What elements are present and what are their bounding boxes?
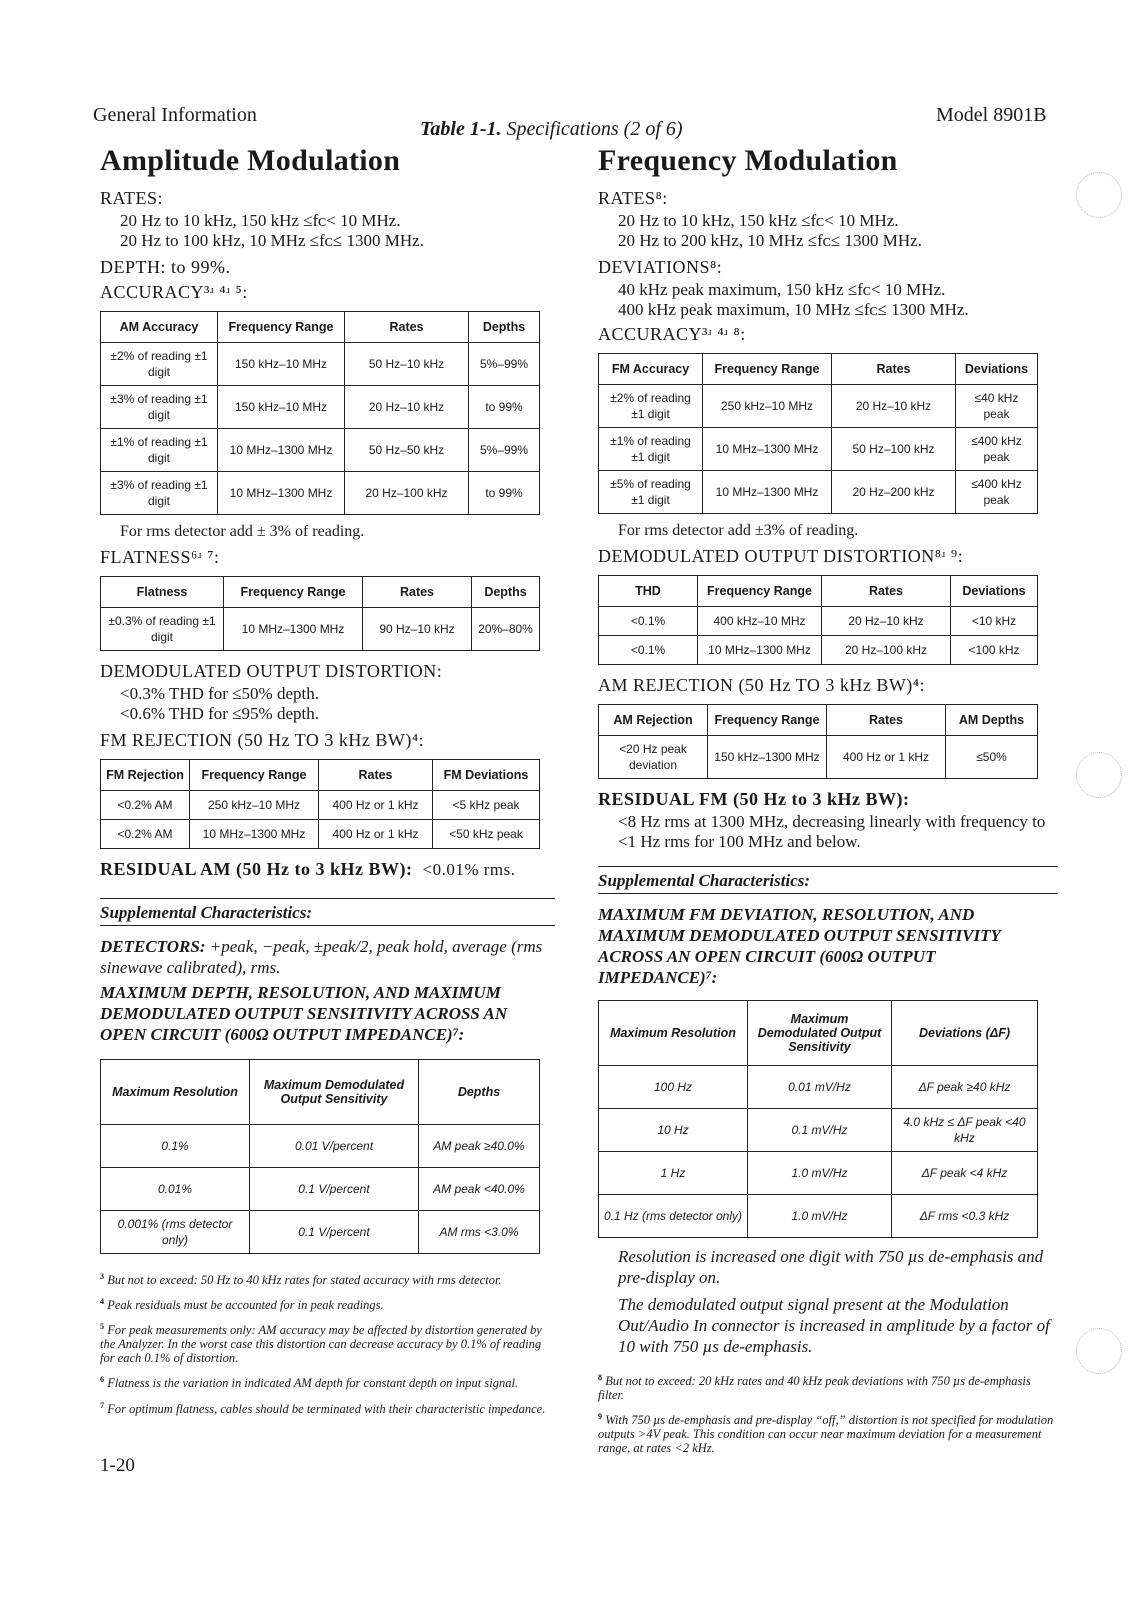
- am-supplemental-heading: Supplemental Characteristics:: [100, 903, 313, 922]
- fm-rejection-label: FM REJECTION (50 Hz TO 3 kHz BW)⁴:: [100, 730, 425, 750]
- table-header: Maximum Resolution: [101, 1060, 250, 1125]
- table-cell: 1.0 mV/Hz: [748, 1195, 892, 1238]
- fm-accuracy-label: ACCURACY³ʴ ⁴ʴ ⁸:: [598, 324, 746, 344]
- demod-output-note: The demodulated output signal present at the Modulation Out/Audio In connector is increased in amplitude by a factor of 10 with 750 µs de-emphasis.: [618, 1295, 1050, 1356]
- table-header: Maximum Demodulated Output Sensitivity: [250, 1060, 419, 1125]
- am-rejection-table: [598, 704, 1038, 779]
- detectors-text: +peak, −peak, ±peak/2, peak hold, average (rms sinewave calibrated), rms.: [100, 937, 543, 977]
- divider: [100, 898, 555, 899]
- resolution-note: Resolution is increased one digit with 750 µs de-emphasis and pre-display on.: [618, 1247, 1044, 1287]
- table-cell: ±1% of reading ±1 digit: [101, 429, 218, 472]
- table-cell: AM rms <3.0%: [419, 1211, 540, 1254]
- table-header: Flatness: [101, 577, 224, 608]
- table-cell: 400 Hz or 1 kHz: [319, 791, 433, 820]
- table-header: Frequency Range: [190, 760, 319, 791]
- table-header: Frequency Range: [708, 705, 827, 736]
- footnote-text: But not to exceed: 50 Hz to 40 kHz rates for stated accuracy with rms detector.: [107, 1273, 502, 1288]
- table-cell: 5%–99%: [469, 343, 540, 386]
- footnote-number: 7: [100, 1400, 105, 1410]
- am-flatness-label: FLATNESS⁶ʴ ⁷:: [100, 547, 220, 567]
- table-cell: ±2% of reading ±1 digit: [599, 385, 703, 428]
- table-row: [599, 1109, 1038, 1152]
- table-caption-label: Table 1-1.: [420, 118, 502, 140]
- table-cell: 150 kHz–10 MHz: [218, 343, 345, 386]
- table-header: Deviations: [956, 354, 1038, 385]
- table-cell: ΔF peak <4 kHz: [892, 1152, 1038, 1195]
- table-row: [101, 791, 540, 820]
- table-cell: 150 kHz–10 MHz: [218, 386, 345, 429]
- table-cell: 10 MHz–1300 MHz: [703, 428, 832, 471]
- page-number: 1-20: [100, 1455, 135, 1476]
- footnote-text: Peak residuals must be accounted for in peak readings.: [107, 1298, 384, 1313]
- table-caption-title: Specifications (2 of 6): [501, 118, 683, 140]
- table-cell: 0.01 V/percent: [250, 1125, 419, 1168]
- table-cell: 10 MHz–1300 MHz: [224, 608, 363, 651]
- table-cell: 20 Hz–10 kHz: [345, 386, 469, 429]
- footnote-text: Flatness is the variation in indicated AM depth for constant depth on input signal.: [107, 1376, 519, 1391]
- table-cell: <0.2% AM: [101, 820, 190, 849]
- table-cell: ≤400 kHz peak: [956, 471, 1038, 514]
- table-header: Rates: [822, 576, 951, 607]
- table-cell: 50 Hz–100 kHz: [832, 428, 956, 471]
- table-header: AM Rejection: [599, 705, 708, 736]
- table-header: FM Deviations: [433, 760, 540, 791]
- table-row: [101, 429, 540, 472]
- table-header: Rates: [319, 760, 433, 791]
- table-cell: 250 kHz–10 MHz: [703, 385, 832, 428]
- left-column: [100, 144, 555, 1420]
- table-row: [101, 1125, 540, 1168]
- am-distortion-label: DEMODULATED OUTPUT DISTORTION:: [100, 661, 443, 681]
- table-cell: 0.01 mV/Hz: [748, 1066, 892, 1109]
- table-cell: 0.1 Hz (rms detector only): [599, 1195, 748, 1238]
- am-flatness-table: [100, 576, 540, 651]
- table-cell: ±0.3% of reading ±1 digit: [101, 608, 224, 651]
- table-cell: 10 MHz–1300 MHz: [218, 472, 345, 515]
- footnote: [598, 1371, 1058, 1402]
- table-cell: 1.0 mV/Hz: [748, 1152, 892, 1195]
- fm-rejection-table: [100, 759, 540, 849]
- table-row: [101, 1168, 540, 1211]
- table-cell: <20 Hz peak deviation: [599, 736, 708, 779]
- table-row: [599, 1195, 1038, 1238]
- binder-hole: [1076, 1328, 1122, 1374]
- fm-max-table: [598, 1000, 1038, 1238]
- fm-distortion-label: DEMODULATED OUTPUT DISTORTION⁸ʴ ⁹:: [598, 546, 964, 566]
- table-header: Maximum Demodulated Output Sensitivity: [748, 1001, 892, 1066]
- table-row: [101, 386, 540, 429]
- table-row: [101, 1211, 540, 1254]
- fm-footnotes: [598, 1371, 1058, 1455]
- am-rates-label: RATES:: [100, 188, 164, 208]
- am-footnotes: [100, 1270, 555, 1416]
- am-accuracy-table: [100, 311, 540, 515]
- table-cell: <0.1%: [599, 607, 698, 636]
- table-row: [101, 820, 540, 849]
- table-cell: AM peak ≥40.0%: [419, 1125, 540, 1168]
- footnote: [100, 1270, 555, 1287]
- table-cell: ±3% of reading ±1 digit: [101, 472, 218, 515]
- table-header: Maximum Resolution: [599, 1001, 748, 1066]
- table-cell: 0.001% (rms detector only): [101, 1211, 250, 1254]
- table-cell: 100 Hz: [599, 1066, 748, 1109]
- am-rms-note: For rms detector add ± 3% of reading.: [120, 523, 365, 540]
- fm-rates-label: RATES⁸:: [598, 188, 668, 208]
- table-header: Frequency Range: [218, 312, 345, 343]
- fm-title: Frequency Modulation: [598, 144, 898, 177]
- divider: [598, 893, 1058, 894]
- table-cell: 4.0 kHz ≤ ΔF peak <40 kHz: [892, 1109, 1038, 1152]
- table-cell: 20 Hz–100 kHz: [822, 636, 951, 665]
- table-header: Frequency Range: [703, 354, 832, 385]
- footnote-text: For peak measurements only: AM accuracy may be affected by distortion generated by the Analyzer. In the worst case this distortion can decrease accuracy by 0.1% of reading for each 0.1% of distortion.: [100, 1323, 542, 1366]
- table-row: [599, 736, 1038, 779]
- table-cell: 10 MHz–1300 MHz: [218, 429, 345, 472]
- table-cell: <100 kHz: [951, 636, 1038, 665]
- table-row: [101, 608, 540, 651]
- table-cell: 10 MHz–1300 MHz: [698, 636, 822, 665]
- table-row: [101, 472, 540, 515]
- footnote-number: 3: [100, 1272, 105, 1281]
- table-row: [599, 428, 1038, 471]
- table-header: AM Accuracy: [101, 312, 218, 343]
- binder-hole: [1076, 752, 1122, 798]
- fm-deviation-line: 400 kHz peak maximum, 10 MHz ≤fᴄ≤ 1300 MHz.: [618, 300, 969, 319]
- table-cell: AM peak <40.0%: [419, 1168, 540, 1211]
- table-header: Deviations: [951, 576, 1038, 607]
- am-depth: DEPTH: to 99%.: [100, 257, 231, 277]
- table-cell: 400 kHz–10 MHz: [698, 607, 822, 636]
- table-cell: 10 MHz–1300 MHz: [703, 471, 832, 514]
- table-cell: ΔF peak ≥40 kHz: [892, 1066, 1038, 1109]
- am-rate-line: 20 Hz to 10 kHz, 150 kHz ≤fᴄ< 10 MHz.: [120, 211, 401, 230]
- table-cell: 90 Hz–10 kHz: [363, 608, 472, 651]
- table-cell: 0.01%: [101, 1168, 250, 1211]
- footnote: [100, 1295, 555, 1312]
- table-header: Depths: [469, 312, 540, 343]
- footnote-number: 9: [598, 1412, 603, 1422]
- footnote-number: 5: [100, 1322, 105, 1332]
- right-column: [598, 144, 1058, 1459]
- footnote: [100, 1373, 555, 1390]
- table-cell: 20%–80%: [472, 608, 540, 651]
- table-cell: ±3% of reading ±1 digit: [101, 386, 218, 429]
- detectors-label: DETECTORS:: [100, 937, 206, 956]
- table-cell: 0.1%: [101, 1125, 250, 1168]
- table-cell: 20 Hz–200 kHz: [832, 471, 956, 514]
- table-cell: to 99%: [469, 386, 540, 429]
- fm-accuracy-table: [598, 353, 1038, 514]
- table-cell: 0.1 V/percent: [250, 1168, 419, 1211]
- residual-am: [100, 859, 555, 880]
- table-header: Rates: [363, 577, 472, 608]
- table-cell: ±2% of reading ±1 digit: [101, 343, 218, 386]
- table-cell: 150 kHz–1300 MHz: [708, 736, 827, 779]
- table-row: [101, 343, 540, 386]
- footnote: [100, 1320, 555, 1365]
- footnote: [100, 1399, 555, 1416]
- divider: [100, 925, 555, 926]
- fm-rate-line: 20 Hz to 10 kHz, 150 kHz ≤fᴄ< 10 MHz.: [618, 211, 899, 230]
- table-cell: ≤40 kHz peak: [956, 385, 1038, 428]
- am-rate-line: 20 Hz to 100 kHz, 10 MHz ≤fᴄ≤ 1300 MHz.: [120, 231, 424, 250]
- am-title: Amplitude Modulation: [100, 144, 401, 177]
- table-cell: 0.1 mV/Hz: [748, 1109, 892, 1152]
- residual-fm-text: <8 Hz rms at 1300 MHz, decreasing linearly with frequency to <1 Hz rms for 100 MHz and below.: [618, 812, 1046, 851]
- table-cell: 20 Hz–10 kHz: [832, 385, 956, 428]
- table-cell: <50 kHz peak: [433, 820, 540, 849]
- table-cell: ±1% of reading ±1 digit: [599, 428, 703, 471]
- fm-distortion-table: [598, 575, 1038, 665]
- table-cell: to 99%: [469, 472, 540, 515]
- table-cell: 250 kHz–10 MHz: [190, 791, 319, 820]
- table-header: FM Accuracy: [599, 354, 703, 385]
- table-cell: <10 kHz: [951, 607, 1038, 636]
- table-cell: 20 Hz–10 kHz: [822, 607, 951, 636]
- table-row: [599, 385, 1038, 428]
- fm-deviations-label: DEVIATIONS⁸:: [598, 257, 723, 277]
- detectors: [100, 936, 555, 978]
- table-header: Frequency Range: [224, 577, 363, 608]
- footnote-text: But not to exceed: 20 kHz rates and 40 kHz peak deviations with 750 µs de-emphasis filter.: [598, 1374, 1031, 1403]
- am-accuracy-label: ACCURACY³ʴ ⁴ʴ ⁵:: [100, 282, 248, 302]
- footnote-text: For optimum flatness, cables should be terminated with their characteristic impedance.: [107, 1401, 546, 1416]
- table-caption: [420, 118, 683, 141]
- am-max-depth-heading: MAXIMUM DEPTH, RESOLUTION, AND MAXIMUM DEMODULATED OUTPUT SENSITIVITY ACROSS AN OPEN CIRCUIT (600Ω OUTPUT IMPEDANCE)⁷:: [100, 983, 508, 1044]
- table-cell: <0.1%: [599, 636, 698, 665]
- table-cell: ΔF rms <0.3 kHz: [892, 1195, 1038, 1238]
- table-header: FM Rejection: [101, 760, 190, 791]
- table-header: THD: [599, 576, 698, 607]
- table-cell: 1 Hz: [599, 1152, 748, 1195]
- divider: [598, 866, 1058, 867]
- footnote-number: 4: [100, 1297, 105, 1307]
- table-cell: 400 Hz or 1 kHz: [319, 820, 433, 849]
- table-cell: <0.2% AM: [101, 791, 190, 820]
- table-cell: 5%–99%: [469, 429, 540, 472]
- table-row: [599, 1152, 1038, 1195]
- fm-deviation-line: 40 kHz peak maximum, 150 kHz ≤fᴄ< 10 MHz.: [618, 280, 946, 299]
- binder-hole: [1076, 172, 1122, 218]
- am-distortion-line: <0.6% THD for ≤95% depth.: [120, 704, 319, 723]
- am-max-depth-table: [100, 1059, 540, 1254]
- table-cell: ≤400 kHz peak: [956, 428, 1038, 471]
- residual-fm-label: RESIDUAL FM (50 Hz to 3 kHz BW):: [598, 789, 910, 809]
- fm-rate-line: 20 Hz to 200 kHz, 10 MHz ≤fᴄ≤ 1300 MHz.: [618, 231, 922, 250]
- footnote-number: 6: [100, 1375, 105, 1385]
- table-header: Frequency Range: [698, 576, 822, 607]
- footnote: [598, 1410, 1058, 1455]
- table-row: [599, 636, 1038, 665]
- table-cell: 10 MHz–1300 MHz: [190, 820, 319, 849]
- table-cell: 20 Hz–100 kHz: [345, 472, 469, 515]
- am-rejection-label: AM REJECTION (50 Hz TO 3 kHz BW)⁴:: [598, 675, 926, 695]
- table-row: [599, 1066, 1038, 1109]
- table-header: Depths: [419, 1060, 540, 1125]
- footnote-number: 8: [598, 1373, 603, 1382]
- table-header: Rates: [345, 312, 469, 343]
- table-row: [599, 607, 1038, 636]
- am-distortion-line: <0.3% THD for ≤50% depth.: [120, 684, 319, 703]
- table-cell: <5 kHz peak: [433, 791, 540, 820]
- footnote-text: With 750 µs de-emphasis and pre-display “off,” distortion is not specified for modulation outputs >4V peak. This condition can occur near maximum deviation for a measurement range, at rates <2 kHz.: [598, 1413, 1054, 1456]
- table-row: [599, 471, 1038, 514]
- table-header: Rates: [827, 705, 946, 736]
- table-header: AM Depths: [946, 705, 1038, 736]
- residual-am-value: <0.01% rms.: [422, 860, 516, 879]
- table-cell: 0.1 V/percent: [250, 1211, 419, 1254]
- header-left: General Information: [93, 104, 257, 126]
- table-header: Rates: [832, 354, 956, 385]
- residual-am-label: RESIDUAL AM (50 Hz to 3 kHz BW):: [100, 859, 413, 879]
- table-header: Depths: [472, 577, 540, 608]
- table-header: Deviations (ΔF): [892, 1001, 1038, 1066]
- table-cell: 50 Hz–10 kHz: [345, 343, 469, 386]
- fm-max-heading: MAXIMUM FM DEVIATION, RESOLUTION, AND MAXIMUM DEMODULATED OUTPUT SENSITIVITY ACROSS AN OPEN CIRCUIT (600Ω OUTPUT IMPEDANCE)⁷:: [598, 905, 1001, 987]
- fm-rms-note: For rms detector add ±3% of reading.: [618, 522, 859, 539]
- header-right: Model 8901B: [936, 104, 1047, 126]
- fm-supplemental-heading: Supplemental Characteristics:: [598, 871, 811, 890]
- table-cell: 50 Hz–50 kHz: [345, 429, 469, 472]
- table-cell: ±5% of reading ±1 digit: [599, 471, 703, 514]
- table-cell: ≤50%: [946, 736, 1038, 779]
- table-cell: 400 Hz or 1 kHz: [827, 736, 946, 779]
- table-cell: 10 Hz: [599, 1109, 748, 1152]
